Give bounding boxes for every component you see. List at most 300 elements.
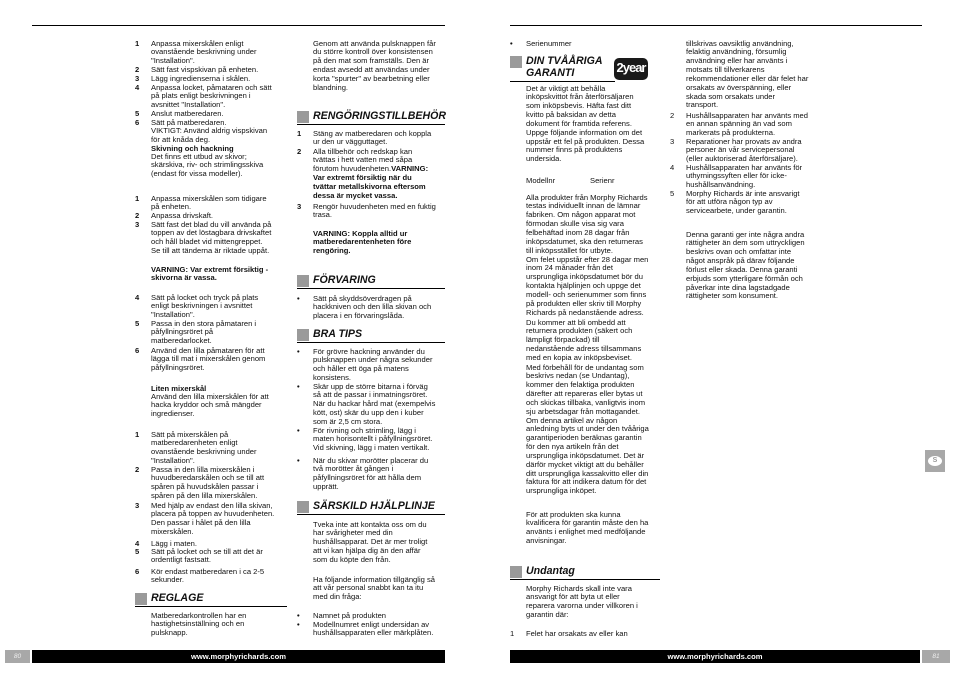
text-line: hushållsapparat. Det är mer troligt <box>313 537 428 547</box>
text-body <box>313 521 427 565</box>
text-line: Om felet uppstår efter 28 dagar men <box>526 254 649 264</box>
text-line: beskrivs ovan och omfattar inte <box>686 247 792 257</box>
text-line: med en kopia av inköpsbeviset. <box>526 352 632 362</box>
text-line: För rivning och strimling, lägg i <box>313 425 416 435</box>
text-line: ursprungliga inköpet. <box>526 486 597 496</box>
text-body <box>313 383 435 427</box>
text-body <box>151 84 272 111</box>
text-line: Passa in den lilla mixerskålen i <box>151 464 255 474</box>
step-number: 3 <box>670 136 675 146</box>
text-line: spåren på den lilla mixerskålen. <box>151 491 258 501</box>
text-body <box>686 190 800 217</box>
section-heading <box>135 593 287 607</box>
text-line: När du hackar hård mat (exempelvis <box>313 399 436 409</box>
text-line: placera på toppen av huvudenheten. <box>151 509 275 519</box>
text-line: ditt ursprungliga kassakvitto eller din <box>526 468 649 478</box>
text-line: uthyrningssyften eller för icke- <box>686 171 787 181</box>
heading-line: Undantag <box>526 565 575 577</box>
text-line: Genom att använda pulsknappen får <box>313 38 436 48</box>
serial-number-label: Serienr <box>590 175 615 185</box>
text-line: pulsknappen under några sekunder <box>313 355 433 365</box>
step-number: 4 <box>670 162 675 172</box>
text-body <box>313 203 436 221</box>
text-line: kött, ost) skär du upp den i kuber <box>313 408 424 418</box>
step-number: 1 <box>135 193 140 203</box>
text-line: med din fråga: <box>313 592 362 602</box>
heading-text <box>526 55 603 79</box>
language-tab-label: S <box>928 456 942 466</box>
section-heading <box>297 501 445 515</box>
step-number: 5 <box>135 318 140 328</box>
text-body <box>151 347 265 374</box>
text-line: kvitto på baksidan av detta <box>526 110 616 120</box>
heading-line: SÄRSKILD HJÄLPLINJE <box>313 500 435 512</box>
step-number: 5 <box>135 108 140 118</box>
text-line: rättigheter som konsument. <box>686 291 779 301</box>
text-line: "Installation". <box>151 56 195 66</box>
text-line: felbehäftad inom 28 dagar från <box>526 227 630 237</box>
heading-underline <box>297 288 445 289</box>
text-line: påverkar inte dina lagstadgade <box>686 282 790 292</box>
text-line: ordentligt fastsatt. <box>151 555 211 565</box>
warning-line: dessa är mycket vassa. <box>313 190 398 200</box>
text-line: Sätt fast vispskivan på enheten. <box>151 64 259 74</box>
text-line: lämpligt förpackad) till <box>526 335 600 345</box>
inline-warning: VARNING: <box>391 164 429 174</box>
text-body <box>526 40 572 49</box>
step-number: 5 <box>670 188 675 198</box>
section-heading <box>297 329 445 343</box>
text-line: Lägg ingredienserna i skålen. <box>151 73 251 83</box>
two-year-guarantee-logo <box>614 58 648 80</box>
text-line: till inköpsstället för utbyte. <box>526 245 613 255</box>
text-line: på plats enligt beskrivningen i <box>151 91 251 101</box>
step-number: 2 <box>670 110 675 120</box>
step-number: 3 <box>135 73 140 83</box>
section-heading <box>297 275 445 289</box>
text-line: mixerskålen. <box>151 527 194 537</box>
step-number: 1 <box>297 128 302 138</box>
heading-underline <box>510 81 615 82</box>
text-line: Denna garanti ger inte några andra <box>686 229 805 239</box>
text-line: Med förbehåll för de undantag som <box>526 362 644 372</box>
heading-line: RENGÖRINGSTILLBEHÖR <box>313 110 447 122</box>
text-line: matberedarentenheten före <box>313 237 412 247</box>
heading-line: FÖRVARING <box>313 274 376 286</box>
text-body <box>151 40 257 67</box>
text-segment: förutom huvudenheten. <box>313 164 392 174</box>
text-line: Alla produkter från Morphy Richards <box>526 192 648 202</box>
text-line: Uppge följande information om det <box>526 127 643 137</box>
heading-underline <box>297 342 445 343</box>
text-line: två morötter åt gången i <box>313 464 394 474</box>
text-line: påfyllningsröret på <box>151 327 214 337</box>
text-line: Tveka inte att kontakta oss om du <box>313 519 427 529</box>
heading-text <box>526 565 575 577</box>
text-body <box>313 427 432 454</box>
text-line: För grövre hackning använder du <box>313 346 425 356</box>
text-line: har svårigheter med din <box>313 528 393 538</box>
text-line: erbjuds som ytterligare förmån och <box>686 273 803 283</box>
text-body <box>151 320 256 347</box>
text-line: Matberedarkontrollen har en <box>151 610 247 620</box>
text-line: VARNING: Var extremt försiktig - <box>151 264 269 274</box>
text-line: Den passar i hålet på den lilla <box>151 518 251 528</box>
text-line: anledning byts ut under den tvååriga <box>526 424 649 434</box>
text-line: "Installation". <box>151 310 195 320</box>
heading-line: BRA TIPS <box>313 328 363 340</box>
text-line: förlust eller skada. Denna garanti <box>686 264 798 274</box>
heading-marker-icon <box>510 56 522 68</box>
text-body <box>151 195 267 213</box>
top-rule-right <box>510 25 922 26</box>
heading-marker-icon <box>135 593 147 605</box>
text-body <box>526 417 649 497</box>
text-body <box>686 231 805 302</box>
text-line: påfyllningsröret för att hålla dem <box>313 473 422 483</box>
text-line: Anpassa drivskaft. <box>151 210 214 220</box>
text-line: på produkten eller skriv till Morphy <box>526 298 642 308</box>
text-line: anvisningar. <box>526 536 567 546</box>
text-line: därför mycket viktigt att du behåller <box>526 459 644 469</box>
text-line: ur den ur vägguttaget. <box>313 137 388 147</box>
text-line: lägga till mat i mixerskålen genom <box>151 354 266 364</box>
text-line: kontakta hjälplinjen och uppge det <box>526 281 641 291</box>
text-body <box>151 153 263 180</box>
text-line: sekunder. <box>151 575 184 585</box>
heading-underline <box>297 514 445 515</box>
text-line: modell- och serienummer som finns <box>526 289 647 299</box>
text-line: blandning. <box>313 82 349 92</box>
text-line: Serienummer <box>526 38 572 48</box>
step-number: 2 <box>135 464 140 474</box>
text-line: därefter att repareras eller bytas ut <box>526 389 643 399</box>
text-body <box>686 138 802 165</box>
bullet-icon: • <box>297 381 300 391</box>
text-line: Sätt på matberedaren. <box>151 117 227 127</box>
heading-line: DIN TVÅÅRIGA <box>526 55 603 67</box>
text-line: använts i enlighet med medföljande <box>526 527 646 537</box>
text-line: Sätt fast det blad du vill använda på <box>151 219 272 229</box>
text-body <box>526 364 645 417</box>
step-number: 1 <box>510 628 515 638</box>
text-body <box>313 230 411 257</box>
text-line: tillskrivas oavsiktlig användning, <box>686 38 794 48</box>
text-line: VARNING: Koppla alltid ur <box>313 228 408 238</box>
text-line: (eller auktoriserad återförsäljare). <box>686 154 798 164</box>
text-line: och håller ett öga på matens <box>313 364 409 374</box>
text-line: Sätt på locket och se till att det är <box>151 546 263 556</box>
text-line: Anslut matberedaren. <box>151 108 224 118</box>
text-line: spåren på huvudskålen passar i <box>151 482 259 492</box>
text-line: Kör endast matberedaren i ca 2-5 <box>151 566 265 576</box>
text-line: Passa in den stora påmataren i <box>151 318 257 328</box>
text-line: hastighetsinställning och en <box>151 619 245 629</box>
text-line: Anpassa mixerskålen enligt <box>151 38 244 48</box>
text-body <box>151 119 267 146</box>
text-line: pulsknapp. <box>151 628 188 638</box>
text-line: Du kommer att bli ombedd att <box>526 317 626 327</box>
text-line: maten horisontellt i påfyllningsröret. <box>313 434 433 444</box>
text-line: Morphy Richards skall inte vara <box>526 583 632 593</box>
text-line: nedanstående adress tillsammans <box>526 344 642 354</box>
text-body <box>151 294 258 321</box>
text-line: VIKTIGT: Använd aldrig vispskivan <box>151 126 268 136</box>
text-line: orsakats av överspänning, eller <box>686 82 792 92</box>
heading-underline <box>510 579 660 580</box>
text-line: konsistens. <box>313 373 351 383</box>
text-line: personer än vår servicepersonal <box>686 145 795 155</box>
heading-underline <box>135 606 287 607</box>
text-line: felaktig användning, försumlig <box>686 47 787 57</box>
text-line: påfyllningsröret. <box>151 363 205 373</box>
text-line: på den mat som framställs. Den är <box>313 56 430 66</box>
text-line: faktura för att indikera datum för det <box>526 477 647 487</box>
text-line: Skivning och hackning <box>151 143 234 153</box>
text-line: ansvarigt för att byta ut eller <box>526 592 620 602</box>
text-line: transport. <box>686 100 719 110</box>
text-line: Med hjälp av endast den lilla skivan, <box>151 500 273 510</box>
text-line: Skär upp de större bitarna i förväg <box>313 381 428 391</box>
text-line: huvudberedarskålen och se till att <box>151 473 265 483</box>
heading-line: REGLAGE <box>151 592 204 604</box>
text-line: Stäng av matberedaren och koppla <box>313 128 432 138</box>
step-number: 3 <box>135 219 140 229</box>
text-body <box>151 502 274 537</box>
text-line: och håll bladet vid mittengreppet. <box>151 237 263 247</box>
text-line: Anpassa locket, påmataren och sätt <box>151 82 272 92</box>
text-line: rekommendationer eller där felet har <box>686 73 809 83</box>
text-body <box>526 319 641 363</box>
text-line: beskrivs nedan (se Undantag), <box>526 371 630 381</box>
step-number: 4 <box>135 538 140 548</box>
text-line: nummer finns på produktens <box>526 145 623 155</box>
text-line: ovanstående beskrivning under <box>151 47 257 57</box>
step-number: 2 <box>135 210 140 220</box>
text-line: placera i en förvaringslåda. <box>313 311 405 321</box>
step-number: 2 <box>297 146 302 156</box>
text-line: så att de passar i inmatningsröret. <box>313 390 428 400</box>
text-line: Anpassa mixerskålen som tidigare <box>151 193 267 203</box>
text-body <box>526 585 638 620</box>
text-line: hacka kryddor och små mängder <box>151 400 262 410</box>
heading-text <box>313 274 376 286</box>
text-line: returnera produkten (säkert och <box>526 326 633 336</box>
text-line: markerats på produkterna. <box>686 128 776 138</box>
text-body <box>151 612 246 639</box>
step-number: 4 <box>135 292 140 302</box>
text-line: uppstår ett fel på produkten. Dessa <box>526 136 645 146</box>
text-line: garantin där: <box>526 610 569 620</box>
text-line: Richards på nedanstående adress. <box>526 307 644 317</box>
text-body <box>526 194 648 256</box>
text-line: Det finns ett utbud av skivor; <box>151 151 247 161</box>
text-body <box>526 511 648 546</box>
footer-url-right[interactable]: www.morphyrichards.com <box>510 650 920 663</box>
text-line: något anspråk på därav följande <box>686 256 795 266</box>
text-line: hushållsapparaten eller märkplåten. <box>313 628 434 638</box>
text-line: ingredienser. <box>151 409 195 419</box>
step-number: 1 <box>135 429 140 439</box>
text-line: att vår personal snabbt kan ta itu <box>313 583 424 593</box>
text-line: Alla tillbehör och redskap kan <box>313 146 413 156</box>
text-body <box>151 568 264 586</box>
footer-url-left[interactable]: www.morphyrichards.com <box>32 650 445 663</box>
text-line: hushållsanvändning. <box>686 180 756 190</box>
text-line: skärskiva, riv- och strimlingsskiva <box>151 160 264 170</box>
text-body <box>151 548 263 566</box>
text-body <box>313 621 433 639</box>
text-line: matberedarenheten enligt <box>151 438 238 448</box>
text-line: Liten mixerskål <box>151 383 207 393</box>
model-number-label: Modellnr <box>526 175 556 185</box>
step-number: 6 <box>135 566 140 576</box>
text-body <box>686 40 808 111</box>
text-line: Modellnumret enligt undersidan av <box>313 619 430 629</box>
text-line: Rengör huvudenheten med en fuktig <box>313 201 436 211</box>
text-line: Använd den lilla mixerskålen för att <box>151 391 269 401</box>
step-number: 6 <box>135 345 140 355</box>
text-line: användning eller har använts i <box>686 56 788 66</box>
text-line: Namnet på produkten <box>313 610 387 620</box>
text-line: Morphy Richards är inte ansvarigt <box>686 188 800 198</box>
heading-marker-icon <box>297 111 309 123</box>
text-line: rättigheter än dem som uttryckligen <box>686 238 805 248</box>
badge-text: 2year <box>616 60 646 75</box>
heading-text <box>313 500 435 512</box>
text-line: Vid skivning, lägg i maten vertikalt. <box>313 443 430 453</box>
text-line: för att utföra någon typ av <box>686 197 773 207</box>
text-body <box>313 130 431 148</box>
warning-line: tvättar metallskivorna eftersom <box>313 181 426 191</box>
text-body <box>526 85 644 165</box>
text-line: motsats till tillverkarens <box>686 65 765 75</box>
text-line: (endast för vissa modeller). <box>151 169 243 179</box>
text-line: avsnittet "Installation". <box>151 100 226 110</box>
step-number: 1 <box>135 38 140 48</box>
text-line: toppen av det löstagbara drivskaftet <box>151 228 272 238</box>
heading-text <box>151 592 203 604</box>
text-line: inköpskvittot från återförsäljaren <box>526 92 634 102</box>
text-body <box>313 576 435 603</box>
text-line: ursprungliga inköpsdatumet. Det är <box>526 450 645 460</box>
bullet-icon: • <box>297 346 300 356</box>
text-body <box>151 266 268 284</box>
text-line: förmodan skulle visa sig vara <box>526 219 624 229</box>
bullet-icon: • <box>297 619 300 629</box>
text-line: dokument för framtida referens. <box>526 118 632 128</box>
text-line: inköpsdatumet, ska den returneras <box>526 236 643 246</box>
text-body <box>686 164 802 191</box>
text-line: för att knåda deg. <box>151 135 211 145</box>
step-number: 3 <box>135 500 140 510</box>
section-heading <box>297 111 445 125</box>
text-body <box>313 148 428 201</box>
text-body <box>313 457 428 492</box>
text-line: kommer den felaktiga produkten <box>526 380 635 390</box>
heading-text <box>313 328 362 340</box>
text-line: som inköpsbevis. Häfta fast ditt <box>526 101 632 111</box>
text-line: trasa. <box>313 210 332 220</box>
text-body <box>151 221 271 256</box>
heading-line: GARANTI <box>526 67 575 79</box>
bullet-icon: • <box>297 610 300 620</box>
text-line: hackkniven och den lilla skivan och <box>313 302 432 312</box>
text-line: garantiperioden beräknas garantin <box>526 433 642 443</box>
text-line: Det är viktigt att behålla <box>526 83 606 93</box>
text-line: undersida. <box>526 154 562 164</box>
bullet-icon: • <box>297 455 300 465</box>
top-rule-left <box>32 25 445 26</box>
text-line: "Installation". <box>151 456 195 466</box>
text-line: skada som orsakats under <box>686 91 776 101</box>
page-number-left: 80 <box>5 650 30 663</box>
text-line: Sätt på locket och tryck på plats <box>151 292 259 302</box>
text-body <box>151 431 257 466</box>
bullet-icon: • <box>510 38 513 48</box>
text-line: Använd den lilla påmataren för att <box>151 345 265 355</box>
text-line: fabriken. Om någon apparat mot <box>526 210 636 220</box>
text-line: som du köpte den från. <box>313 554 391 564</box>
step-number: 6 <box>135 117 140 127</box>
text-line: du större kontroll över konsistensen <box>313 47 433 57</box>
step-number: 3 <box>297 201 302 211</box>
heading-marker-icon <box>510 566 522 578</box>
text-body <box>313 348 432 383</box>
text-line: Om denna artikel av någon <box>526 415 618 425</box>
text-line: matberedarlocket. <box>151 336 212 346</box>
text-line: reparera varorna under villkoren i <box>526 601 638 611</box>
text-line: Hushållsapparaten har använts med <box>686 110 808 120</box>
text-line: kvalificera för garantin måste den ha <box>526 518 649 528</box>
text-line: korta "spurter" av bearbetning eller <box>313 73 430 83</box>
step-number: 4 <box>135 82 140 92</box>
text-line: som är 2,5 cm stora. <box>313 416 383 426</box>
text-line: att vi kan hjälpa dig än den affär <box>313 546 421 556</box>
text-line: ovanstående beskrivning under <box>151 447 257 457</box>
text-body <box>151 393 269 420</box>
heading-underline <box>297 124 445 125</box>
text-line: upprätt. <box>313 482 339 492</box>
step-number: 2 <box>135 64 140 74</box>
text-line: sju arbetsdagar från mottagandet. <box>526 406 640 416</box>
text-line: Reparationer har provats av andra <box>686 136 802 146</box>
language-tab <box>925 450 945 472</box>
text-line: När du skivar morötter placerar du <box>313 455 429 465</box>
text-line: Sätt på skyddsöverdragen på <box>313 293 412 303</box>
section-heading <box>510 566 660 580</box>
text-line: Felet har orsakats av eller kan <box>526 628 628 638</box>
text-line: Ha följande information tillgänglig så <box>313 574 435 584</box>
warning-line: Var extremt försiktig när du <box>313 173 412 183</box>
text-line: rengöring. <box>313 246 351 256</box>
text-line: Sätt på mixerskålen på <box>151 429 229 439</box>
text-line: För att produkten ska kunna <box>526 509 621 519</box>
text-line: Se till att tänderna är riktade uppåt. <box>151 246 270 256</box>
text-line: för den nya artikeln från det <box>526 442 619 452</box>
text-body <box>151 466 264 501</box>
text-line: Lägg i maten. <box>151 538 198 548</box>
text-line: testas individuellt innan de lämnar <box>526 201 641 211</box>
heading-marker-icon <box>297 275 309 287</box>
page-number-right: 81 <box>922 650 950 663</box>
text-line: servicearbete, under garantin. <box>686 206 787 216</box>
heading-marker-icon <box>297 501 309 513</box>
text-line: enligt beskrivningen i avsnittet <box>151 301 253 311</box>
text-body <box>526 630 628 639</box>
heading-marker-icon <box>297 329 309 341</box>
text-line: en annan spänning än vad som <box>686 119 792 129</box>
